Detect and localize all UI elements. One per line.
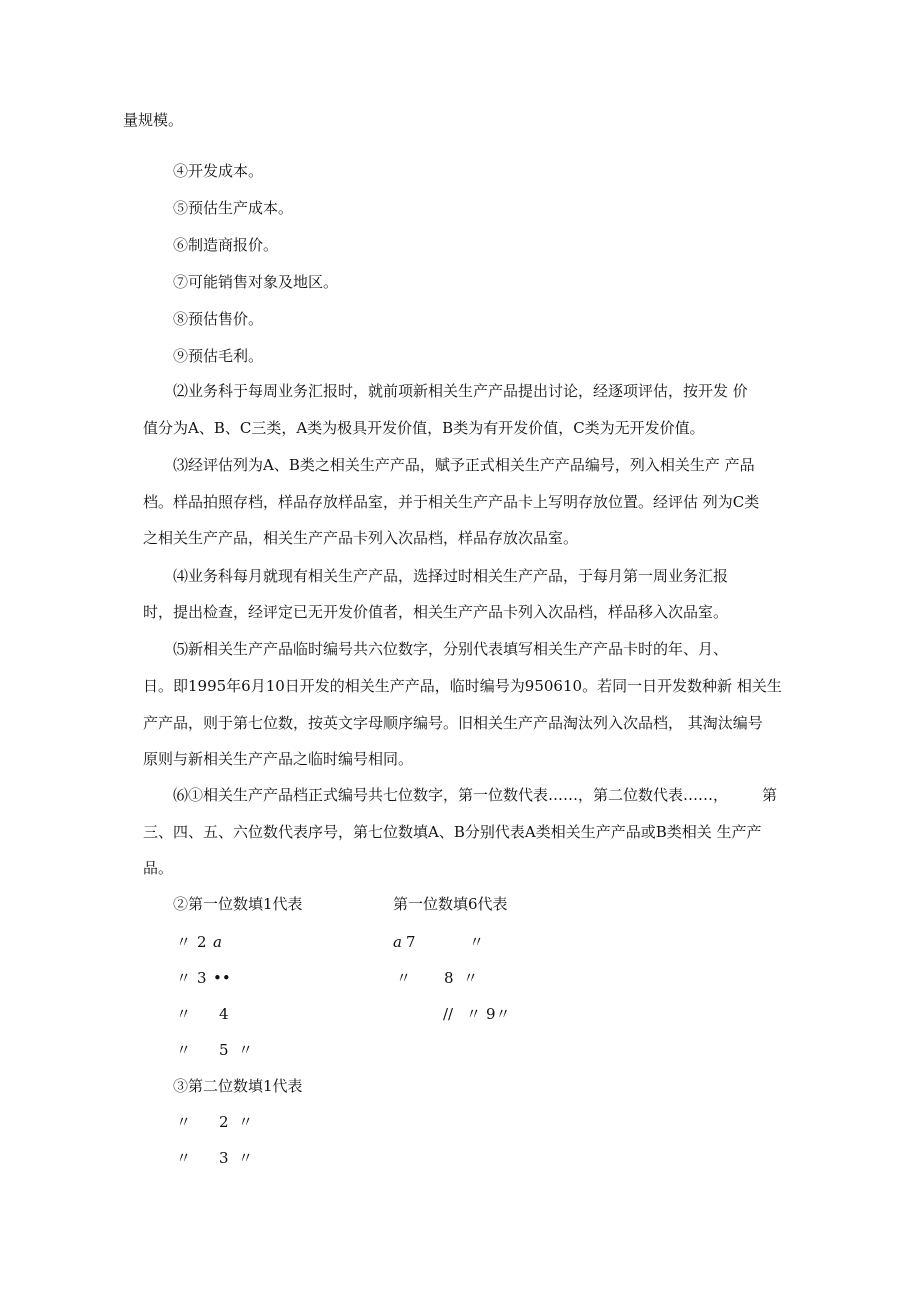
ditto-mark: 〃 [176,1149,192,1167]
ditto-mark: 〃 [176,1005,192,1023]
list-item: ⑦可能销售对象及地区。 [173,273,339,291]
code-digit: 5 [219,1041,229,1059]
code-digit: 3 [197,969,207,987]
ditto-mark: 〃 [238,1113,254,1131]
row-mark: // [443,1005,454,1023]
code-digit: 2 [219,1113,229,1131]
paragraph-3-line: ⑶经评估列为A、B类之相关生产产品，赋予正式相关生产产品编号，列入相关生产 产品 [173,456,755,474]
ditto-mark: 〃 [176,1041,192,1059]
paragraph-4-line: 时，提出检查，经评定已无开发价值者，相关生产产品卡列入次品档，样品移入次品室。 [143,603,729,621]
ditto-mark: 〃 [396,969,412,987]
list-item: ④开发成本。 [173,162,264,180]
ditto-mark: 〃 [469,933,485,951]
ditto-mark: 〃 [176,1113,192,1131]
code-digit: 8 [444,969,454,987]
paragraph-2-line: 值分为A、B、C三类，A类为极具开发价值，B类为有开发价值，C类为无开发价值。 [143,419,705,437]
paragraph-6-line: 三、四、五、六位数代表序号，第七位数填A、B分别代表A类相关生产产品或B类相关 生产产 [143,823,762,841]
ditto-mark: 〃 [176,933,192,951]
code-digit: 2 [197,933,207,951]
paragraph-4-line: ⑷业务科每月就现有相关生产产品，选择过时相关生产产品，于每月第一周业务汇报 [173,567,729,585]
code-digit: 4 [219,1005,229,1023]
row-tail: a [213,933,222,951]
ditto-mark: 〃 [466,1005,482,1023]
code-table-left-header: ②第一位数填1代表 [173,895,303,913]
list-item: ⑧预估售价。 [173,310,264,328]
paragraph-5-line: 日。即1995年6月10日开发的相关生产产品，临时编号为950610。若同一日开发数种新 相关生 [143,677,782,695]
code-digit: 7 [406,933,416,951]
ditto-mark: 〃 [238,1149,254,1167]
paragraph-5-line: 产产品，则于第七位数，按英文字母顺序编号。旧相关生产产品淘汰列入次品档， 其淘汰编号 [143,714,763,732]
ditto-mark: 〃 [463,969,479,987]
paragraph-6-line: ⑹①相关生产产品档正式编号共七位数字，第一位数代表……，第二位数代表……， [173,786,729,804]
continuation-text: 量规模。 [123,111,184,129]
row-mark: a [393,933,402,951]
paragraph-5-line: ⑸新相关生产产品临时编号共六位数字，分别代表填写相关生产产品卡时的年、月、 [173,640,729,658]
paragraph-2-line: ⑵业务科于每周业务汇报时，就前项新相关生产产品提出讨论，经逐项评估，按开发 价 [173,382,748,400]
list-item: ⑥制造商报价。 [173,236,279,254]
paragraph-6-line: 品。 [143,859,174,877]
code-digit: 9〃 [486,1005,511,1023]
code-digit: 3 [219,1149,229,1167]
list-item: ⑤预估生产成本。 [173,199,294,217]
paragraph-6-line-end: 第 [762,786,778,804]
ditto-mark: 〃 [176,969,192,987]
second-digit-header: ③第二位数填1代表 [173,1077,303,1095]
list-item: ⑨预估毛利。 [173,347,264,365]
row-tail: 〃 [238,1041,254,1059]
paragraph-3-line: 之相关生产产品，相关生产产品卡列入次品档，样品存放次品室。 [143,529,579,547]
row-tail: •• [213,969,231,987]
code-table-right-header: 第一位数填6代表 [393,895,508,913]
paragraph-3-line: 档。样品拍照存档，样品存放样品室，并于相关生产产品卡上写明存放位置。经评估 列为C类 [143,493,760,511]
paragraph-5-line: 原则与新相关生产产品之临时编号相同。 [143,750,414,768]
